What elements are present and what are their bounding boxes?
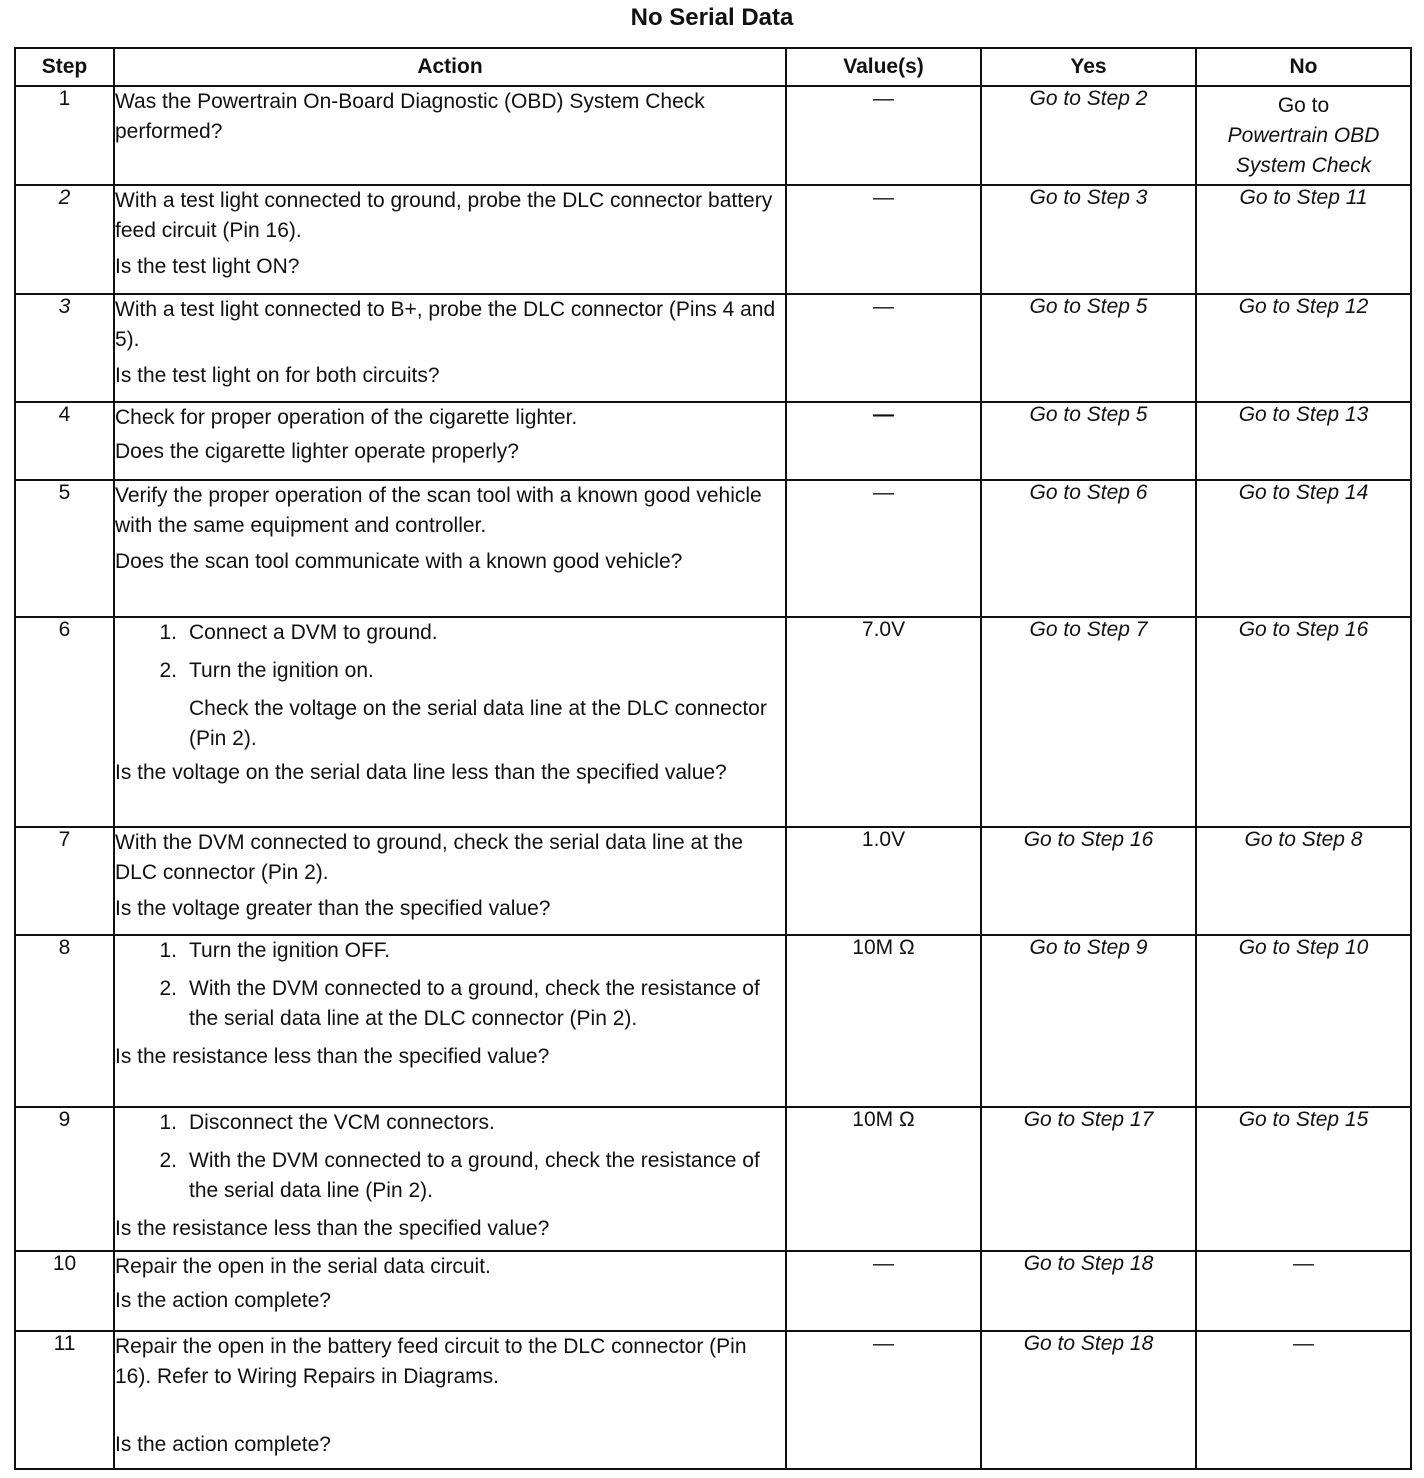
value-cell: 7.0V — [786, 617, 981, 827]
list-item-text: With the DVM connected to a ground, check the resistance of the serial data line at the DLC connector (Pin 2). — [189, 977, 760, 1030]
value-cell: — — [786, 185, 981, 294]
step-number: 4 — [15, 402, 114, 480]
table-row — [15, 402, 1411, 480]
table-row — [15, 86, 1411, 185]
col-header-action: Action — [114, 48, 786, 86]
no-cell: Go to Step 10 — [1196, 935, 1411, 1107]
step-number: 9 — [15, 1107, 114, 1251]
list-item-text: With the DVM connected to a ground, check the resistance of the serial data line (Pin 2). — [189, 1149, 760, 1202]
col-header-no: No — [1196, 48, 1411, 86]
step-number: 3 — [15, 294, 114, 402]
action-question: Is the action complete? — [115, 1433, 331, 1456]
yes-cell: Go to Step 6 — [981, 480, 1196, 617]
no-text-line: Powertrain OBD — [1227, 124, 1380, 147]
table-row — [15, 294, 1411, 402]
step-number: 2 — [15, 185, 114, 294]
action-question: Does the scan tool communicate with a known good vehicle? — [115, 550, 683, 573]
action-question: Does the cigarette lighter operate properly? — [115, 440, 519, 463]
value-cell: — — [786, 86, 981, 185]
no-cell: Go to Step 16 — [1196, 617, 1411, 827]
table-row — [15, 185, 1411, 294]
action-text: Check for proper operation of the cigarette lighter. — [115, 406, 578, 429]
action-question: Is the test light on for both circuits? — [115, 364, 440, 387]
list-item: 2. With the DVM connected to a ground, check the resistance of the serial data line (Pin 2). — [115, 1146, 785, 1206]
page-title: No Serial Data — [630, 4, 794, 31]
value-cell: — — [786, 1251, 981, 1331]
list-item-text: Turn the ignition OFF. — [189, 939, 391, 962]
no-cell: Go to Step 12 — [1196, 294, 1411, 402]
action-cell — [114, 86, 786, 185]
no-cell — [1196, 86, 1411, 185]
yes-cell: Go to Step 7 — [981, 617, 1196, 827]
value-cell: 1.0V — [786, 827, 981, 935]
table-row — [15, 827, 1411, 935]
yes-cell: Go to Step 18 — [981, 1251, 1196, 1331]
action-question: Is the resistance less than the specified value? — [115, 1217, 550, 1240]
action-cell — [114, 617, 786, 827]
action-cell — [114, 1251, 786, 1331]
step-number: 8 — [15, 935, 114, 1107]
action-cell — [114, 1331, 786, 1469]
action-note: Check the voltage on the serial data line at the DLC connector (Pin 2). — [189, 697, 767, 750]
no-cell: — — [1196, 1251, 1411, 1331]
value-cell: 10M Ω — [786, 935, 981, 1107]
action-steps-list — [115, 618, 785, 686]
step-number: 10 — [15, 1251, 114, 1331]
col-header-step: Step — [15, 48, 114, 86]
yes-cell: Go to Step 2 — [981, 86, 1196, 185]
action-cell — [114, 185, 786, 294]
action-steps-list — [115, 1108, 785, 1206]
col-header-yes: Yes — [981, 48, 1196, 86]
action-cell — [114, 1107, 786, 1251]
list-item: 1. Turn the ignition OFF. — [115, 936, 785, 966]
step-number: 7 — [15, 827, 114, 935]
no-cell: Go to Step 11 — [1196, 185, 1411, 294]
list-item: 1. Disconnect the VCM connectors. — [115, 1108, 785, 1138]
step-number: 1 — [15, 86, 114, 185]
no-text-line: System Check — [1235, 154, 1372, 177]
action-text: With the DVM connected to ground, check the serial data line at the DLC connector (Pin 2). — [115, 831, 744, 884]
action-cell — [114, 827, 786, 935]
step-number: 6 — [15, 617, 114, 827]
value-cell: 10M Ω — [786, 1107, 981, 1251]
step-number: 5 — [15, 480, 114, 617]
list-item-text: Disconnect the VCM connectors. — [189, 1111, 495, 1134]
action-cell — [114, 294, 786, 402]
table-row — [15, 935, 1411, 1107]
table-row — [15, 480, 1411, 617]
yes-cell: Go to Step 5 — [981, 294, 1196, 402]
yes-cell: Go to Step 17 — [981, 1107, 1196, 1251]
action-text: Repair the open in the serial data circuit. — [115, 1255, 491, 1278]
list-item: 1. Connect a DVM to ground. — [115, 618, 785, 648]
no-cell: Go to Step 15 — [1196, 1107, 1411, 1251]
table-row — [15, 1251, 1411, 1331]
no-text-line: Go to — [1277, 94, 1330, 117]
list-item: 2. With the DVM connected to a ground, check the resistance of the serial data line at the DLC connector (Pin 2). — [115, 974, 785, 1034]
yes-cell: Go to Step 18 — [981, 1331, 1196, 1469]
action-text: With a test light connected to B+, probe the DLC connector (Pins 4 and 5). — [115, 298, 776, 351]
list-item-text: Connect a DVM to ground. — [189, 621, 438, 644]
value-cell: — — [786, 480, 981, 617]
list-item: 2. Turn the ignition on. — [115, 656, 785, 686]
action-cell — [114, 480, 786, 617]
action-question: Is the voltage greater than the specified value? — [115, 897, 551, 920]
action-question: Is the test light ON? — [115, 255, 300, 278]
action-steps-list — [115, 936, 785, 1034]
no-cell: — — [1196, 1331, 1411, 1469]
action-question: Is the voltage on the serial data line less than the specified value? — [115, 761, 727, 784]
table-row — [15, 617, 1411, 827]
action-text: With a test light connected to ground, probe the DLC connector battery feed circuit (Pin 16). — [115, 189, 773, 242]
yes-cell: Go to Step 3 — [981, 185, 1196, 294]
list-item-text: Turn the ignition on. — [189, 659, 374, 682]
yes-cell: Go to Step 9 — [981, 935, 1196, 1107]
table-row — [15, 1107, 1411, 1251]
no-cell: Go to Step 13 — [1196, 402, 1411, 480]
value-cell: — — [786, 402, 981, 480]
action-question: Is the resistance less than the specified value? — [115, 1045, 550, 1068]
yes-cell: Go to Step 16 — [981, 827, 1196, 935]
action-question: Is the action complete? — [115, 1289, 331, 1312]
table-header-row — [15, 48, 1411, 86]
action-text: Was the Powertrain On-Board Diagnostic (OBD) System Check performed? — [115, 90, 705, 143]
diagnostic-table — [14, 47, 1412, 1470]
action-text: Repair the open in the battery feed circuit to the DLC connector (Pin 16). Refer to Wiring Repairs in Diagrams. — [115, 1335, 747, 1388]
action-cell — [114, 402, 786, 480]
col-header-values: Value(s) — [786, 48, 981, 86]
step-number: 11 — [15, 1331, 114, 1469]
table-row — [15, 1331, 1411, 1469]
action-text: Verify the proper operation of the scan tool with a known good vehicle with the same equipment and controller. — [115, 484, 762, 537]
yes-cell: Go to Step 5 — [981, 402, 1196, 480]
no-cell: Go to Step 8 — [1196, 827, 1411, 935]
no-cell: Go to Step 14 — [1196, 480, 1411, 617]
value-cell: — — [786, 294, 981, 402]
action-cell — [114, 935, 786, 1107]
value-cell: — — [786, 1331, 981, 1469]
